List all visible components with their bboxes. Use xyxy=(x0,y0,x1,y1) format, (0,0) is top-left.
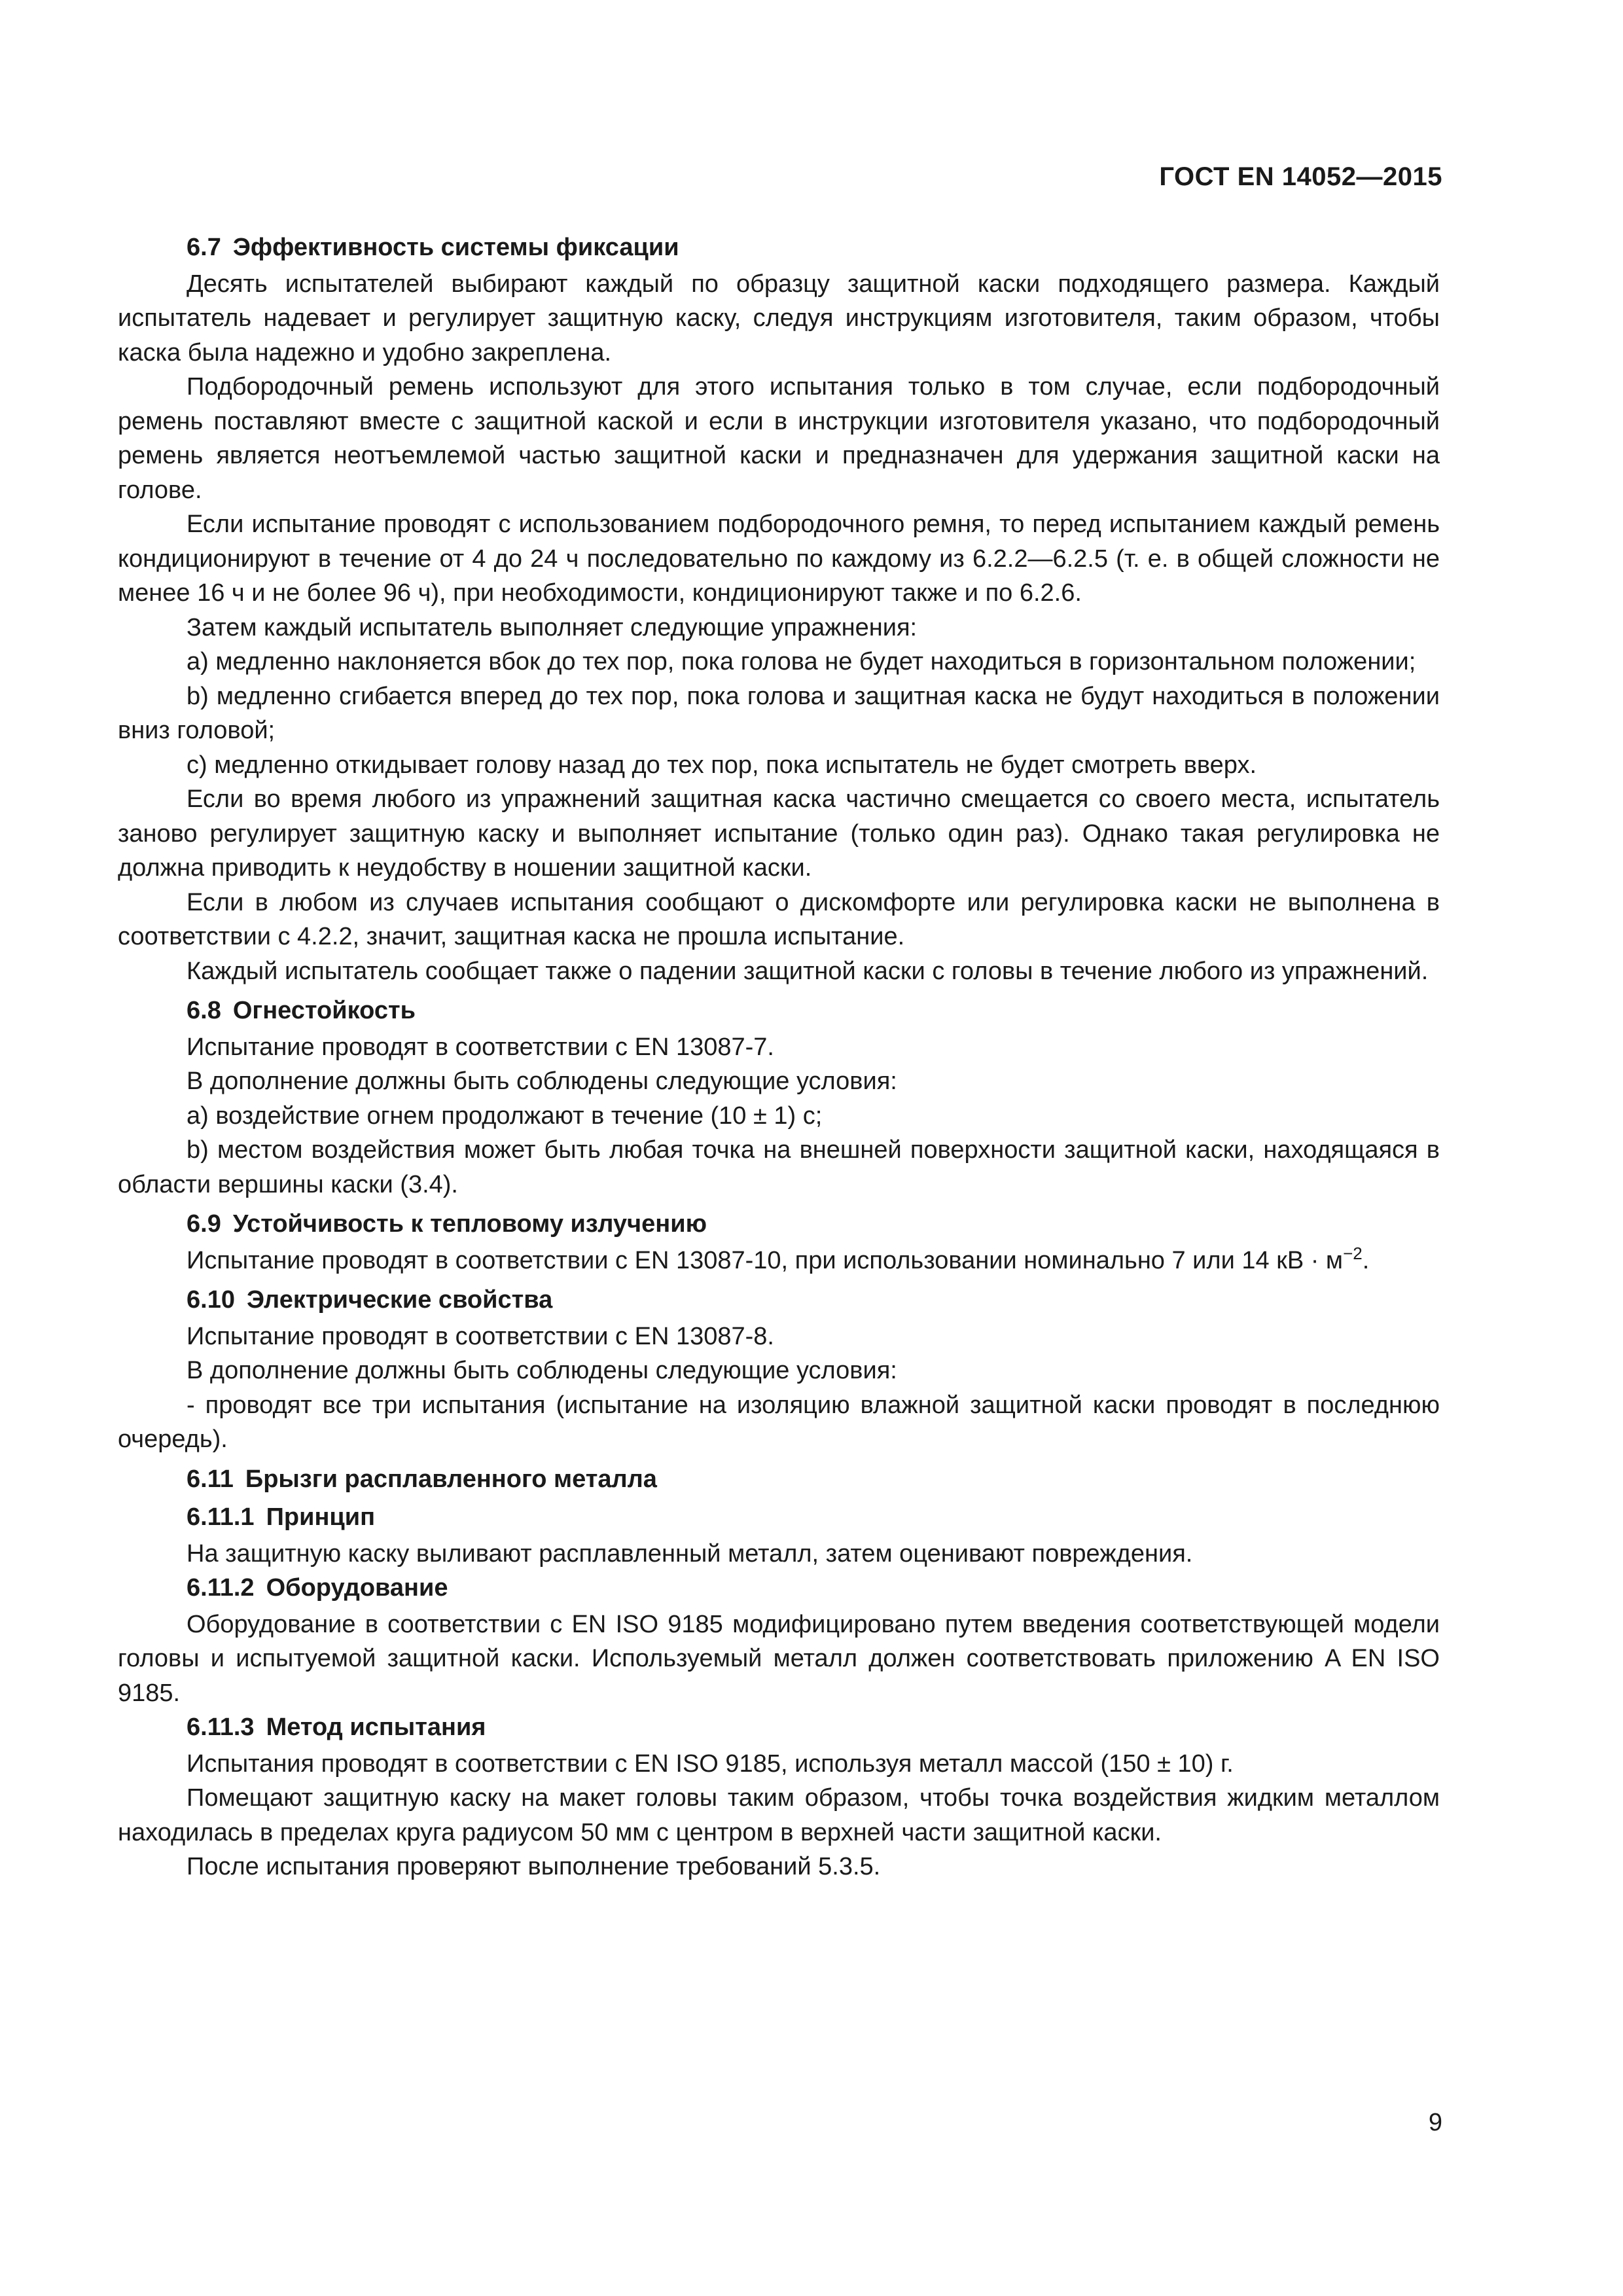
section-number: 6.8 xyxy=(187,997,221,1024)
paragraph: Затем каждый испытатель выполняет следующие упражнения: xyxy=(187,613,918,641)
subsection-heading xyxy=(118,1710,1440,1745)
section-title: Электрические свойства xyxy=(246,1286,553,1314)
section-title: Устойчивость к тепловому излучению xyxy=(232,1210,707,1238)
superscript: −2 xyxy=(1343,1243,1363,1263)
paragraph: Каждый испытатель сообщает также о падении защитной каски с головы в течение любого из упражнений. xyxy=(187,957,1429,985)
section-title: Метод испытания xyxy=(266,1713,486,1741)
list-item: - проводят все три испытания (испытание на изоляцию влажной защитной каски проводят в последнюю очередь). xyxy=(118,1391,1440,1453)
subsection-heading xyxy=(118,1500,1440,1535)
section-number: 6.11.2 xyxy=(187,1574,255,1602)
section-title: Принцип xyxy=(266,1503,376,1531)
paragraph-text: Испытание проводят в соответствии с EN 13087-10, при использовании номинально 7 или 14 кВ · м xyxy=(187,1246,1344,1274)
document-body xyxy=(118,230,1440,1884)
section-heading xyxy=(118,1283,1440,1318)
list-item: a) медленно наклоняется вбок до тех пор, пока голова не будет находиться в горизонтальном положении; xyxy=(187,648,1416,675)
list-item: b) местом воздействия может быть любая точка на внешней поверхности защитной каски, находящаяся в области вершины каски (3.4). xyxy=(118,1136,1440,1198)
section-title: Брызги расплавленного металла xyxy=(245,1465,657,1493)
section-number: 6.9 xyxy=(187,1210,221,1238)
paragraph: После испытания проверяют выполнение требований 5.3.5. xyxy=(187,1853,881,1880)
paragraph: В дополнение должны быть соблюдены следующие условия: xyxy=(187,1357,897,1384)
list-item: c) медленно откидывает голову назад до тех пор, пока испытатель не будет смотреть вверх. xyxy=(187,751,1257,779)
paragraph: В дополнение должны быть соблюдены следующие условия: xyxy=(187,1067,897,1095)
section-number: 6.11.1 xyxy=(187,1503,255,1531)
standard-header: ГОСТ EN 14052—2015 xyxy=(1159,162,1442,191)
paragraph: Подбородочный ремень используют для этого испытания только в том случае, если подбородочный ремень поставляют вместе с защитной каской и если в инструкции изготовителя указано, что подбородочный ремень является неотъемлемой частью защитной каски и предназначен для удержания защитной каски на голове. xyxy=(118,373,1440,504)
section-number: 6.11 xyxy=(187,1465,234,1493)
section-heading xyxy=(118,1462,1440,1497)
section-heading xyxy=(118,230,1440,265)
paragraph: Испытания проводят в соответствии с EN ISO 9185, используя металл массой (150 ± 10) г. xyxy=(187,1749,1234,1778)
paragraph: Если в любом из случаев испытания сообщают о дискомфорте или регулировка каски не выполнена в соответствии с 4.2.2, значит, защитная каска не прошла испытание. xyxy=(118,888,1440,950)
paragraph: Помещают защитную каску на макет головы таким образом, чтобы точка воздействия жидким металлом находилась в пределах круга радиусом 50 мм с центром в верхней части защитной каски. xyxy=(118,1784,1440,1846)
paragraph: Испытание проводят в соответствии с EN 13087-8. xyxy=(187,1322,774,1350)
list-item: b) медленно сгибается вперед до тех пор, пока голова и защитная каска не будут находиться в положении вниз головой; xyxy=(118,682,1440,744)
paragraph xyxy=(118,1244,1440,1278)
paragraph: Если во время любого из упражнений защитная каска частично смещается со своего места, испытатель заново регулирует защитную каску и выполняет испытание (только один раз). Однако такая регулировка не должна приводить к неудобству в ношении защитной каски. xyxy=(118,785,1440,882)
paragraph-end: . xyxy=(1362,1246,1370,1274)
section-number: 6.7 xyxy=(187,234,221,261)
paragraph: Десять испытателей выбирают каждый по образцу защитной каски подходящего размера. Каждый испытатель надевает и регулирует защитную каску, следуя инструкциям изготовителя, таким образом, чтобы каска была надежно и удобно закреплена. xyxy=(118,270,1440,367)
section-title: Эффективность системы фиксации xyxy=(232,234,679,261)
paragraph: На защитную каску выливают расплавленный металл, затем оценивают повреждения. xyxy=(187,1539,1193,1568)
subsection-heading xyxy=(118,1571,1440,1605)
list-item: a) воздействие огнем продолжают в течение (10 ± 1) с; xyxy=(187,1102,823,1130)
paragraph: Оборудование в соответствии с EN ISO 9185 модифицировано путем введения соответствующей модели головы и испытуемой защитной каски. Используемый металл должен соответствовать приложению A EN ISO 9185. xyxy=(118,1610,1440,1707)
paragraph: Если испытание проводят с использованием подбородочного ремня, то перед испытанием каждый ремень кондиционируют в течение от 4 до 24 ч последовательно по каждому из 6.2.2—6.2.5 (т. е. в общей сложности не менее 16 ч и не более 96 ч), при необходимости, кондиционируют также и по 6.2.6. xyxy=(118,511,1440,607)
section-title: Оборудование xyxy=(266,1574,448,1602)
section-number: 6.11.3 xyxy=(187,1713,255,1741)
page-number: 9 xyxy=(1428,2109,1442,2136)
section-heading xyxy=(118,994,1440,1028)
section-title: Огнестойкость xyxy=(232,997,416,1024)
section-heading xyxy=(118,1207,1440,1242)
paragraph: Испытание проводят в соответствии с EN 13087-7. xyxy=(187,1033,774,1061)
section-number: 6.10 xyxy=(187,1286,235,1314)
